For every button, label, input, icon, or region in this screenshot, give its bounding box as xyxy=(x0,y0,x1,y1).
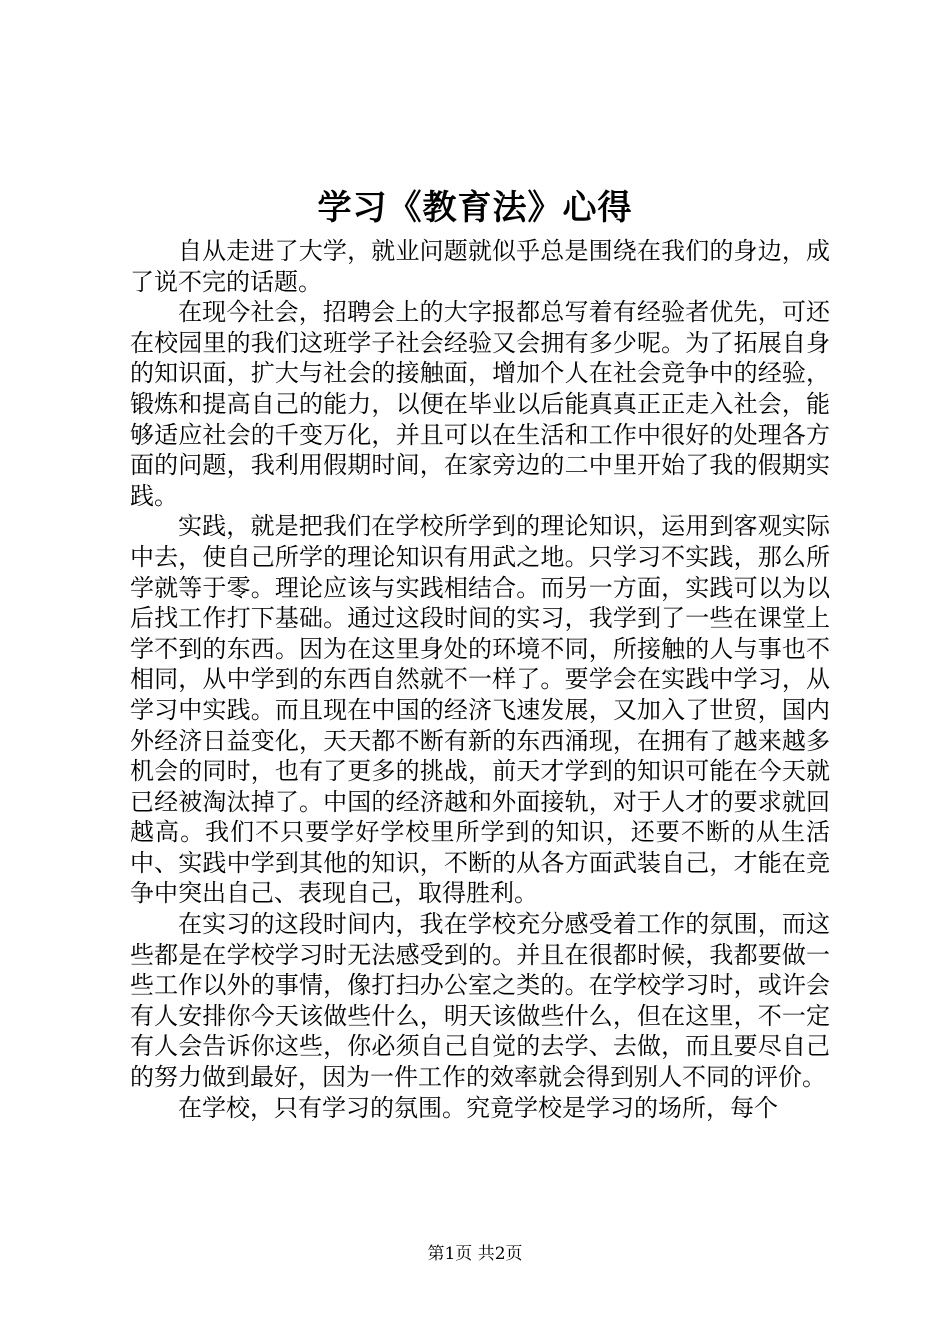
document-title: 学习《教育法》心得 xyxy=(317,188,633,228)
document-body xyxy=(130,236,830,1123)
paragraph-4: 在实习的这段时间内，我在学校充分感受着工作的氛围，而这些都是在学校学习时无法感受到的。并且在很都时候，我都要做一些工作以外的事情，像打扫办公室之类的。在学校学习时，或许会有人安排你今天该做些什么，明天该做些什么，但在这里，不一定有人会告诉你这些，你必须自己自觉的去学、去做，而且要尽自己的努力做到最好，因为一件工作的效率就会得到别人不同的评价。 xyxy=(130,910,830,1092)
paragraph-2: 在现今社会，招聘会上的大字报都总写着有经验者优先，可还在校园里的我们这班学子社会经验又会拥有多少呢。为了拓展自身的知识面，扩大与社会的接触面，增加个人在社会竞争中的经验，锻炼和提高自己的能力，以便在毕业以后能真真正正走入社会，能够适应社会的千变万化，并且可以在生活和工作中很好的处理各方面的问题，我利用假期时间，在家旁边的二中里开始了我的假期实践。 xyxy=(130,298,830,510)
page-number-footer: 第1页 共2页 xyxy=(427,1244,523,1264)
paragraph-1: 自从走进了大学，就业问题就似乎总是围绕在我们的身边，成了说不完的话题。 xyxy=(130,237,830,296)
paragraph-3: 实践，就是把我们在学校所学到的理论知识，运用到客观实际中去，使自己所学的理论知识有用武之地。只学习不实践，那么所学就等于零。理论应该与实践相结合。而另一方面，实践可以为以后找工作打下基础。通过这段时间的实习，我学到了一些在课堂上学不到的东西。因为在这里身处的环境不同，所接触的人与事也不相同，从中学到的东西自然就不一样了。要学会在实践中学习，从学习中实践。而且现在中国的经济飞速发展，又加入了世贸，国内外经济日益变化，天天都不断有新的东西涌现，在拥有了越来越多机会的同时，也有了更多的挑战，前天才学到的知识可能在今天就已经被淘汰掉了。中国的经济越和外面接轨，对于人才的要求就回越高。我们不只要学好学校里所学到的知识，还要不断的从生活中、实践中学到其他的知识，不断的从各方面武装自己，才能在竞争中突出自己、表现自己，取得胜利。 xyxy=(130,512,830,908)
paragraph-5: 在学校，只有学习的氛围。究竟学校是学习的场所，每个 xyxy=(178,1093,778,1122)
